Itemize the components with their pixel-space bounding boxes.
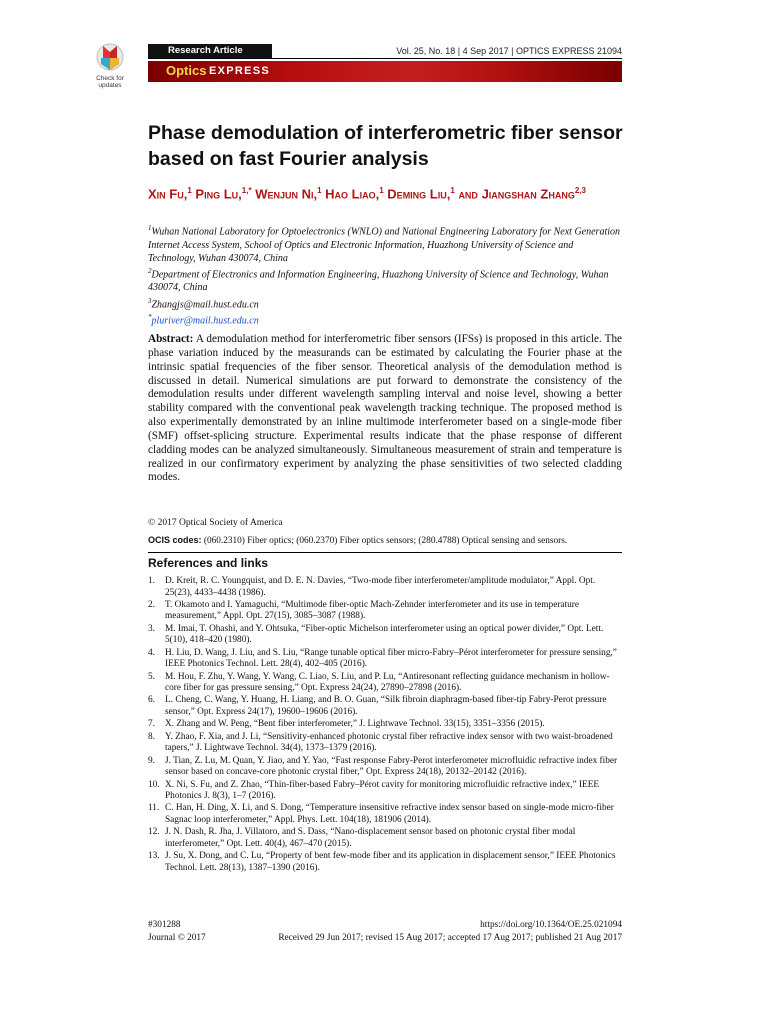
affiliations: [148, 222, 620, 328]
author-affiliation-mark: 1: [187, 186, 192, 195]
reference-item: [148, 851, 622, 874]
reference-text: J. N. Dash, R. Jha, J. Villatoro, and S. Dass, “Nano-displacement sensor based on photonic crystal fiber modal interferometer,” Opt. Lett. 40(4), 467–470 (2015).: [165, 827, 576, 849]
reference-number: 8.: [148, 731, 155, 742]
author-email: Zhangjs@mail.hust.edu.cn: [151, 299, 259, 310]
reference-number: 12.: [148, 827, 160, 838]
copyright-notice: © 2017 Optical Society of America: [148, 518, 283, 528]
corresponding-email-link[interactable]: pluriver@mail.hust.edu.cn: [151, 315, 259, 327]
reference-item: [148, 827, 622, 850]
reference-text: J. Su, X. Dong, and C. Lu, “Property of bent few-mode fiber and its application in displacement sensor,” IEEE Photonics Technol. Lett. 28(13), 1387–1390 (2016).: [165, 851, 616, 873]
reference-number: 10.: [148, 779, 160, 790]
article-title: Phase demodulation of interferometric fiber sensor based on fast Fourier analysis: [148, 122, 623, 170]
reference-item: [148, 600, 622, 623]
reference-text: C. Han, H. Ding, X. Li, and S. Dong, “Temperature insensitive refractive index sensor based on single-mode micro-fiber Sagnac loop interferometer,” Appl. Phys. Lett. 104(18), 181906 (2014).: [165, 803, 614, 825]
reference-number: 2.: [148, 599, 155, 610]
journal-copyright: Journal © 2017: [148, 933, 206, 943]
reference-number: 7.: [148, 719, 155, 730]
ocis-label: OCIS codes:: [148, 535, 202, 545]
brand-express: EXPRESS: [209, 65, 271, 77]
reference-item: [148, 672, 622, 695]
ocis-codes: [148, 535, 622, 546]
author-name: Deming Liu,: [387, 186, 451, 202]
publication-dates: Received 29 Jun 2017; revised 15 Aug 2017; accepted 17 Aug 2017; published 21 Aug 2017: [278, 933, 622, 943]
author-affiliation-mark: 1: [379, 186, 384, 195]
reference-text: L. Cheng, C. Wang, Y. Huang, H. Liang, and B. O. Guan, “Silk fibroin diaphragm-based fiber-tip Fabry-Perot pressure sensor,” Opt. Express 24(17), 19600–19606 (2016).: [165, 695, 607, 717]
reference-item: [148, 756, 622, 779]
author-name: Xin Fu,: [148, 186, 188, 202]
reference-item: [148, 732, 622, 755]
references-divider: [148, 552, 622, 553]
reference-number: 1.: [148, 576, 155, 586]
abstract: [148, 333, 622, 485]
author-affiliation-mark: 1: [450, 186, 455, 195]
check-for-updates-badge[interactable]: [92, 42, 128, 89]
affiliation-mark: 2: [148, 266, 152, 275]
journal-header: [148, 44, 622, 59]
affiliation-mark: *: [148, 313, 152, 322]
author-name: Ping Lu,: [195, 186, 242, 202]
author-name: Wenjun Ni,: [255, 186, 318, 202]
reference-number: 3.: [148, 623, 155, 634]
author-name: Jiangshan Zhang: [481, 186, 575, 202]
reference-number: 4.: [148, 647, 155, 658]
reference-item: [148, 648, 622, 671]
reference-number: 13.: [148, 851, 160, 862]
reference-text: M. Imai, T. Ohashi, and Y. Ohtsuka, “Fiber-optic Michelson interferometer using an optical power divider,” Opt. Lett. 5(10), 418–420 (1980).: [165, 623, 604, 646]
citation-line: Vol. 25, No. 18 | 4 Sep 2017 | OPTICS EXPRESS 21094: [396, 46, 622, 56]
affiliation-item: [148, 265, 620, 295]
reference-item: [148, 624, 622, 647]
reference-text: M. Hou, F. Zhu, Y. Wang, Y. Wang, C. Liao, S. Liu, and P. Lu, “Antiresonant reflecting guidance mechanism in hollow-core fiber for gas pressure sensing,” Opt. Express 24(24), 27890–27898 (2016).: [165, 671, 610, 694]
affiliation-item: [148, 295, 620, 312]
reference-item: [148, 719, 622, 731]
references-heading: References and links: [148, 556, 269, 570]
reference-item: [148, 695, 622, 718]
brand-optics: Optics: [166, 63, 207, 78]
reference-number: 11.: [148, 803, 160, 814]
reference-text: H. Liu, D. Wang, J. Liu, and S. Liu, “Range tunable optical fiber micro-Fabry–Pérot interferometer for pressure sensing,” IEEE Photonics Technol. Lett. 28(4), 402–405 (2016).: [165, 647, 617, 670]
abstract-label: Abstract:: [148, 333, 194, 345]
crossmark-label: Check for updates: [96, 75, 124, 89]
affiliation-item: [148, 311, 620, 328]
doi-link[interactable]: https://doi.org/10.1364/OE.25.021094: [480, 920, 622, 930]
reference-item: [148, 780, 622, 803]
reference-list: [148, 576, 622, 875]
author-name: Hao Liao,: [325, 186, 380, 202]
reference-number: 9.: [148, 755, 155, 766]
crossmark-icon: [95, 42, 125, 74]
reference-text: T. Okamoto and I. Yamaguchi, “Multimode fiber-optic Mach-Zehnder interferometer and its use in temperature measurement,” Appl. Opt. 27(15), 3085–3087 (1988).: [165, 599, 579, 622]
abstract-text: A demodulation method for interferometric fiber sensors (IFSs) is proposed in this article. The phase variation induced by the measurands can be estimated by calculating the Fourier phase at the intrinsic spatial frequencies of the fiber sensor. Theoretical analysis of the demodulation method is discussed in detail. Numerical simulations are put forward to demonstrate the consistency of the demodulation results under different wavelength sampling interval and noise level, showing a better stability compared with the conventional peak wavelength tracking technique. The proposed method is also experimentally demonstrated by an inline multimode interferometer based on a single-mode fiber (SMF) offset-splicing structure. Experimental results indicate that the phase response of different cladding modes can be analyzed simultaneously. Simultaneous measurement of strain and temperature is realized in our confirmatory experiment by analyzing the phase sensitivities of two selected cladding modes.: [148, 333, 622, 484]
reference-text: D. Kreit, R. C. Youngquist, and D. E. N. Davies, “Two-mode fiber interferometer/amplitude modulator,” Appl. Opt. 25(23), 4433–4438 (1986).: [165, 576, 596, 598]
article-type-label: Research Article: [148, 44, 272, 58]
author-affiliation-mark: 1,*: [241, 186, 252, 195]
affiliation-text: Wuhan National Laboratory for Optoelectronics (WNLO) and National Engineering Laboratory for Next Generation Internet Access System, School of Optics and Electronic Information, Huazhong University of Science and Technology, Wuhan 430074, China: [148, 226, 621, 264]
reference-text: J. Tian, Z. Lu, M. Quan, Y. Jiao, and Y. Yao, “Fast response Fabry-Perot interferometer microfluidic refractive index fiber sensor based on concave-core photonic crystal fiber,” Opt. Express 24(18), 20132–20142 (2016).: [165, 755, 618, 778]
reference-text: X. Zhang and W. Peng, “Bent fiber interferometer,” J. Lightwave Technol. 33(15), 3351–3356 (2015).: [165, 719, 545, 730]
reference-number: 6.: [148, 695, 155, 706]
author-name: and: [458, 186, 478, 202]
reference-text: Y. Zhao, F. Xia, and J. Li, “Sensitivity-enhanced photonic crystal fiber refractive index sensor with two waist-broadened tapers,” J. Lightwave Technol. 34(4), 1373–1379 (2016).: [165, 731, 613, 754]
reference-item: [148, 803, 622, 826]
manuscript-id: #301288: [148, 920, 181, 930]
author-affiliation-mark: 2,3: [574, 186, 586, 195]
affiliation-item: [148, 222, 620, 265]
journal-brand-banner: [148, 61, 622, 82]
author-affiliation-mark: 1: [317, 186, 322, 195]
reference-item: [148, 576, 622, 599]
ocis-text: (060.2310) Fiber optics; (060.2370) Fiber optics sensors; (280.4788) Optical sensing and sensors.: [203, 536, 568, 546]
affiliation-text: Department of Electronics and Information Engineering, Huazhong University of Science and Technology, Wuhan 430074, China: [148, 269, 609, 294]
reference-number: 5.: [148, 671, 155, 682]
reference-text: X. Ni, S. Fu, and Z. Zhao, “Thin-fiber-based Fabry–Pérot cavity for monitoring microfluidic refractive index,” IEEE Photonics J. 8(3), 1–7 (2016).: [165, 779, 600, 802]
author-list: [148, 181, 618, 203]
affiliation-mark: 3: [148, 296, 152, 305]
affiliation-mark: 1: [148, 224, 152, 232]
